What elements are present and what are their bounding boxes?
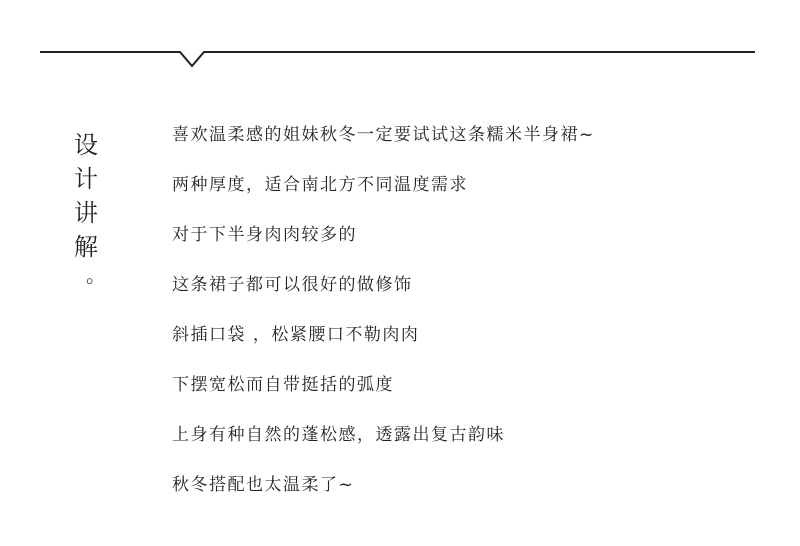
title-char-1: 设 bbox=[74, 131, 98, 159]
divider-notch-line bbox=[40, 52, 755, 66]
title-char-2: 计 bbox=[74, 165, 98, 193]
description-line-7: 上身有种自然的蓬松感，透露出复古韵味 bbox=[172, 425, 505, 445]
title-char-3: 讲 bbox=[74, 199, 98, 227]
header-divider-line bbox=[0, 0, 800, 80]
description-line-6: 下摆宽松而自带挺括的弧度 bbox=[172, 375, 394, 395]
description-list bbox=[172, 122, 595, 522]
description-line-3: 对于下半身肉肉较多的 bbox=[172, 225, 357, 245]
title-char-4: 解 bbox=[74, 233, 98, 261]
description-line-5: 斜插口袋 ，松紧腰口不勒肉肉 bbox=[172, 325, 420, 345]
section-title-vertical bbox=[74, 128, 104, 286]
description-line-1: 喜欢温柔感的姐妹秋冬一定要试试这条糯米半身裙~ bbox=[172, 125, 595, 145]
description-line-8: 秋冬搭配也太温柔了~ bbox=[172, 475, 355, 495]
description-line-4: 这条裙子都可以很好的做修饰 bbox=[172, 275, 413, 295]
title-period: 。 bbox=[86, 263, 106, 287]
description-line-2: 两种厚度，适合南北方不同温度需求 bbox=[172, 175, 468, 195]
